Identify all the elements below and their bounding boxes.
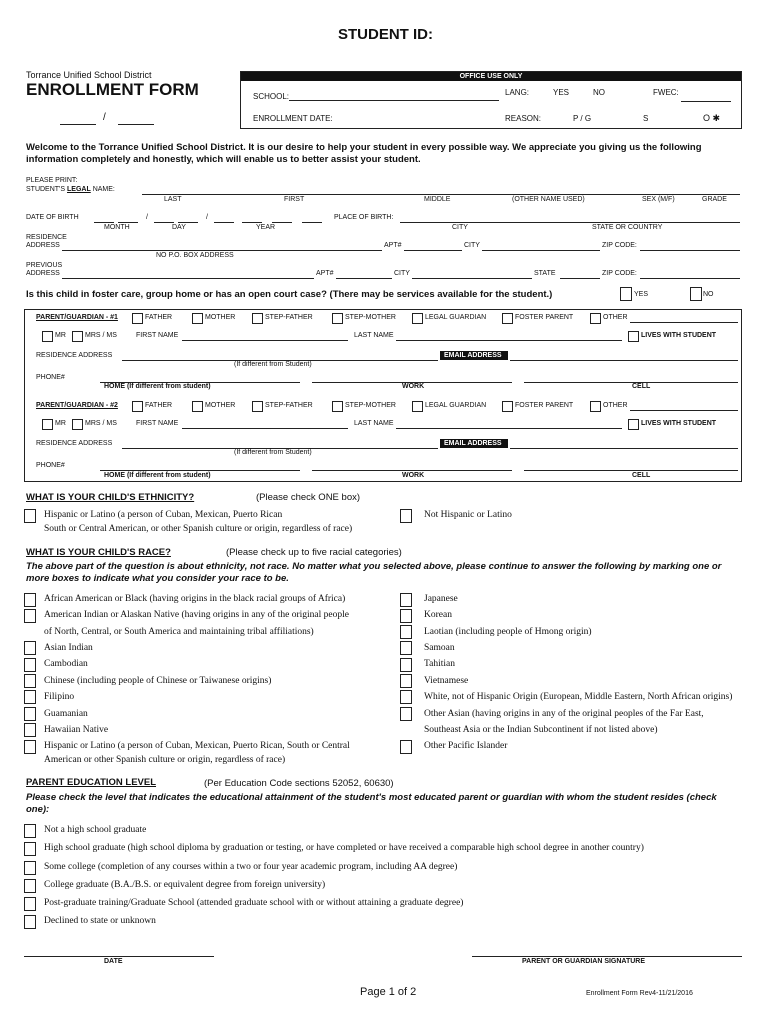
office-no: NO — [593, 88, 605, 97]
col-grade: GRADE — [702, 196, 727, 203]
race-samoan-checkbox[interactable] — [400, 641, 412, 655]
guardian2-mrs-checkbox[interactable] — [72, 419, 83, 430]
guardian2-last-name-label: LAST NAME — [354, 420, 394, 427]
guardian1-email-field[interactable] — [510, 360, 738, 361]
dob-year-1[interactable] — [214, 222, 234, 223]
dob-slash-1: / — [146, 214, 148, 221]
education-option-3-label: Some college (completion of any courses within a two or four year academic program, including AA degree) — [44, 862, 458, 872]
previous-city-label: CITY — [394, 270, 410, 277]
page-number: Page 1 of 2 — [360, 986, 417, 998]
education-option-6-checkbox[interactable] — [24, 915, 36, 929]
guardian2-if-different: (If different from Student) — [234, 449, 312, 456]
dob-year-2[interactable] — [242, 222, 262, 223]
education-option-1-label: Not a high school graduate — [44, 825, 147, 835]
guardian1-email-label: EMAIL ADDRESS — [440, 351, 508, 360]
ethnicity-hint: (Please check ONE box) — [256, 492, 361, 503]
previous-state-label: STATE — [534, 270, 556, 277]
race-tahitian-checkbox[interactable] — [400, 658, 412, 672]
guardian2-work-label: WORK — [402, 472, 425, 479]
place-of-birth-field[interactable] — [400, 222, 740, 223]
ethnicity-title: WHAT IS YOUR CHILD'S ETHNICITY? — [26, 492, 195, 503]
guardian2-last-name-field[interactable] — [396, 428, 622, 429]
guardian1-first-name-field[interactable] — [182, 340, 348, 341]
guardian1-cell-label: CELL — [632, 383, 651, 390]
guardian2-first-name-label: FIRST NAME — [136, 420, 179, 427]
residence-address-label: ADDRESS — [26, 242, 60, 249]
race-white-checkbox[interactable] — [400, 690, 412, 704]
office-s: S — [643, 114, 649, 123]
district-name: Torrance Unified School District — [26, 70, 152, 80]
education-option-5-checkbox[interactable] — [24, 897, 36, 911]
education-option-5-label: Post-graduate training/Graduate School (attended graduate school with or without attaining a graduate degree) — [44, 898, 464, 908]
col-first: FIRST — [284, 196, 305, 203]
race-white-label: White, not of Hispanic Origin (European, Middle Eastern, North African origins) — [424, 692, 733, 702]
guardian1-mr-checkbox[interactable] — [42, 331, 53, 342]
signature-label: PARENT OR GUARDIAN SIGNATURE — [522, 958, 646, 965]
office-use-title: OFFICE USE ONLY — [241, 72, 741, 81]
race-korean-label: Korean — [424, 610, 452, 620]
dob-month-1[interactable] — [94, 222, 114, 223]
office-enrollment-date: ENROLLMENT DATE: — [253, 114, 333, 123]
residence-zip-field[interactable] — [640, 250, 740, 251]
guardian2-mr-label: MR — [55, 420, 66, 427]
ethnicity-hispanic-label-1: Hispanic or Latino (a person of Cuban, Mexican, Puerto Rican — [44, 510, 283, 520]
previous-address-label: ADDRESS — [26, 270, 60, 277]
previous-zip-label: ZIP CODE: — [602, 270, 637, 277]
residence-label: RESIDENCE — [26, 234, 67, 241]
guardian2-mrs-label: MRS / MS — [85, 420, 117, 427]
guardian2-first-name-field[interactable] — [182, 428, 348, 429]
guardian1-work-label: WORK — [402, 383, 425, 390]
residence-zip-label: ZIP CODE: — [602, 242, 637, 249]
race-intro: The above part of the question is about ethnicity, not race. No matter what you selected above, please continue to answer the following by marking one or more boxes to indicate what you consider your race to be. — [26, 561, 722, 584]
guardian2-lives-with-label: LIVES WITH STUDENT — [641, 420, 717, 427]
date-signature-line[interactable] — [24, 956, 214, 957]
pob-state-label: STATE OR COUNTRY — [592, 224, 663, 231]
dob-year-3[interactable] — [272, 222, 292, 223]
guardian2-other-checkbox[interactable] — [590, 401, 601, 412]
guardian2-title: PARENT/GUARDIAN - #2 — [36, 402, 118, 409]
guardian1-legal-checkbox[interactable] — [412, 313, 423, 324]
guardian2-email-label: EMAIL ADDRESS — [440, 439, 508, 448]
guardian1-first-name-label: FIRST NAME — [136, 332, 179, 339]
residence-city-label: CITY — [464, 242, 480, 249]
race-laotian-label: Laotian (including people of Hmong origin) — [424, 627, 592, 637]
race-other-asian-label-2: Southeast Asia or the Indian Subcontinent if not listed above) — [424, 725, 658, 735]
office-lang-label: LANG: — [505, 88, 530, 97]
race-hint: (Please check up to five racial categories) — [226, 547, 402, 558]
education-option-2-label: High school graduate (high school diploma by graduation or testing, or have completed or have received a comparable high school degree in another country) — [44, 843, 644, 853]
foster-question: Is this child in foster care, group home or has an open court case? (There may be services available for the student.) — [26, 289, 553, 300]
race-japanese-checkbox[interactable] — [400, 593, 412, 607]
guardian2-mother-label: MOTHER — [205, 402, 236, 409]
guardian1-mrs-checkbox[interactable] — [72, 331, 83, 342]
residence-apt-field[interactable] — [404, 250, 462, 251]
previous-label: PREVIOUS — [26, 262, 63, 269]
guardian2-home-label: HOME (If different from student) — [104, 472, 211, 479]
office-o: O ✱ — [703, 113, 721, 123]
guardian2-lives-with-checkbox[interactable] — [628, 419, 639, 430]
guardian2-father-label: FATHER — [145, 402, 173, 409]
guardian2-phone-label: PHONE# — [36, 462, 65, 469]
guardian1-stepmother-label: STEP-MOTHER — [345, 314, 396, 321]
foster-yes-label: YES — [634, 291, 649, 298]
previous-city-field[interactable] — [412, 278, 532, 279]
foster-no-label: NO — [703, 291, 714, 298]
col-sex: SEX (M/F) — [642, 196, 675, 203]
guardian1-lives-with-label: LIVES WITH STUDENT — [641, 332, 717, 339]
no-po-box: NO P.O. BOX ADDRESS — [156, 252, 234, 259]
student-id-label: STUDENT ID: — [338, 26, 433, 43]
race-pacific-islander-label: Other Pacific Islander — [424, 741, 508, 751]
guardian1-legal-label: LEGAL GUARDIAN — [425, 314, 487, 321]
col-last: LAST — [164, 196, 182, 203]
race-filipino-label: Filipino — [44, 692, 75, 702]
office-use-box — [240, 71, 742, 129]
ethnicity-not-hispanic-label: Not Hispanic or Latino — [424, 510, 512, 520]
dob-slash-2: / — [206, 214, 208, 221]
race-hawaiian-label: Hawaiian Native — [44, 725, 109, 735]
education-hint: (Per Education Code sections 52052, 60630) — [204, 778, 394, 789]
legal-name-label: STUDENT'S LEGAL NAME: — [26, 186, 115, 193]
education-option-1-checkbox[interactable] — [24, 824, 36, 838]
education-option-2-checkbox[interactable] — [24, 842, 36, 856]
residence-apt-label: APT# — [384, 242, 402, 249]
race-vietnamese-checkbox[interactable] — [400, 674, 412, 688]
dob-month-label: MONTH — [104, 224, 130, 231]
guardian2-stepfather-checkbox[interactable] — [252, 401, 263, 412]
guardian1-last-name-field[interactable] — [396, 340, 622, 341]
guardian1-father-checkbox[interactable] — [132, 313, 143, 324]
guardian1-mother-checkbox[interactable] — [192, 313, 203, 324]
guardian1-stepfather-label: STEP-FATHER — [265, 314, 313, 321]
guardian-signature-line[interactable] — [472, 956, 742, 957]
guardian2-legal-label: LEGAL GUARDIAN — [425, 402, 487, 409]
guardian1-title: PARENT/GUARDIAN - #1 — [36, 314, 118, 321]
race-chinese-checkbox[interactable] — [24, 674, 36, 688]
guardian1-last-name-label: LAST NAME — [354, 332, 394, 339]
date-label: DATE — [104, 958, 123, 965]
guardian1-other-field[interactable] — [630, 322, 738, 323]
race-filipino-checkbox[interactable] — [24, 690, 36, 704]
race-american-indian-checkbox[interactable] — [24, 609, 36, 623]
date-year-line[interactable] — [118, 124, 154, 125]
race-hispanic-label-2: American or other Spanish culture or origin, regardless of race) — [44, 755, 286, 765]
guardian2-other-label: OTHER — [603, 402, 628, 409]
guardian2-stepmother-checkbox[interactable] — [332, 401, 343, 412]
guardian1-other-label: OTHER — [603, 314, 628, 321]
race-korean-checkbox[interactable] — [400, 609, 412, 623]
guardian1-phone-label: PHONE# — [36, 374, 65, 381]
education-option-3-checkbox[interactable] — [24, 861, 36, 875]
office-reason: REASON: — [505, 114, 542, 123]
date-month-line[interactable] — [60, 124, 96, 125]
guardian1-residence-label: RESIDENCE ADDRESS — [36, 352, 113, 359]
guardian1-stepfather-checkbox[interactable] — [252, 313, 263, 324]
guardian1-cell-field[interactable] — [524, 382, 738, 383]
race-asian-indian-label: Asian Indian — [44, 643, 93, 653]
education-option-4-label: College graduate (B.A./B.S. or equivalent degree from foreign university) — [44, 880, 326, 890]
please-print: PLEASE PRINT: — [26, 177, 78, 184]
dob-day-label: DAY — [172, 224, 186, 231]
previous-zip-field[interactable] — [640, 278, 740, 279]
form-title: ENROLLMENT FORM — [26, 80, 199, 99]
guardian2-mother-checkbox[interactable] — [192, 401, 203, 412]
foster-no-checkbox[interactable] — [690, 287, 702, 301]
residence-address-field[interactable] — [62, 250, 382, 251]
race-asian-indian-checkbox[interactable] — [24, 641, 36, 655]
dob-label: DATE OF BIRTH — [26, 214, 79, 221]
guardian1-home-label: HOME (If different from student) — [104, 383, 211, 390]
guardian2-stepmother-label: STEP-MOTHER — [345, 402, 396, 409]
race-african-american-checkbox[interactable] — [24, 593, 36, 607]
guardian1-foster-label: FOSTER PARENT — [515, 314, 574, 321]
office-school-field[interactable] — [289, 100, 499, 101]
race-guamanian-checkbox[interactable] — [24, 707, 36, 721]
previous-address-field[interactable] — [62, 278, 314, 279]
race-hawaiian-checkbox[interactable] — [24, 723, 36, 737]
welcome-text: Welcome to the Torrance Unified School District. It is our desire to help your student in every possible way. We appreciate you giving us the following information completely and honestly, which will enable us to better assist your student. — [26, 142, 702, 165]
guardian2-father-checkbox[interactable] — [132, 401, 143, 412]
legal-name-field[interactable] — [142, 194, 740, 195]
education-option-4-checkbox[interactable] — [24, 879, 36, 893]
dob-year-label: YEAR — [256, 224, 276, 231]
ethnicity-hispanic-checkbox[interactable] — [24, 509, 36, 523]
office-fwec: FWEC: — [653, 88, 679, 97]
office-school-label: SCHOOL: — [253, 92, 290, 101]
race-laotian-checkbox[interactable] — [400, 625, 412, 639]
race-african-american-label: African American or Black (having origins in the black racial groups of Africa) — [44, 594, 346, 604]
race-pacific-islander-checkbox[interactable] — [400, 740, 412, 754]
previous-state-field[interactable] — [560, 278, 600, 279]
guardian2-stepfather-label: STEP-FATHER — [265, 402, 313, 409]
office-fwec-field[interactable] — [681, 101, 731, 102]
pob-city-label: CITY — [452, 224, 468, 231]
education-option-6-label: Declined to state or unknown — [44, 916, 156, 926]
education-title: PARENT EDUCATION LEVEL — [26, 777, 157, 788]
col-other-name: (OTHER NAME USED) — [512, 196, 585, 203]
ethnicity-hispanic-label-2: South or Central American, or other Spanish culture or origin, regardless of race) — [44, 524, 353, 534]
date-slash: / — [103, 112, 106, 123]
dob-year-4[interactable] — [302, 222, 322, 223]
guardian2-cell-label: CELL — [632, 472, 651, 479]
race-american-indian-label-1: American Indian or Alaskan Native (having origins in any of the original people — [44, 610, 349, 620]
race-american-indian-label-2: of North, Central, or South America and maintaining tribal affiliations) — [44, 627, 314, 637]
race-other-asian-checkbox[interactable] — [400, 707, 412, 721]
guardian2-legal-checkbox[interactable] — [412, 401, 423, 412]
foster-yes-checkbox[interactable] — [620, 287, 632, 301]
guardian1-father-label: FATHER — [145, 314, 173, 321]
office-pg: P / G — [573, 114, 592, 123]
guardian2-home-field[interactable] — [100, 470, 300, 471]
previous-apt-field[interactable] — [336, 278, 392, 279]
guardian1-if-different: (If different from Student) — [234, 361, 312, 368]
guardian1-mother-label: MOTHER — [205, 314, 236, 321]
guardian2-foster-label: FOSTER PARENT — [515, 402, 574, 409]
race-other-asian-label-1: Other Asian (having origins in any of the original peoples of the Far East, — [424, 709, 704, 719]
guardian2-other-field[interactable] — [630, 410, 738, 411]
dob-day-1[interactable] — [154, 222, 174, 223]
race-hispanic-checkbox[interactable] — [24, 740, 36, 754]
race-title: WHAT IS YOUR CHILD'S RACE? — [26, 547, 171, 558]
ethnicity-not-hispanic-checkbox[interactable] — [400, 509, 412, 523]
dob-month-2[interactable] — [118, 222, 138, 223]
race-samoan-label: Samoan — [424, 643, 455, 653]
previous-apt-label: APT# — [316, 270, 334, 277]
guardian1-stepmother-checkbox[interactable] — [332, 313, 343, 324]
race-tahitian-label: Tahitian — [424, 659, 455, 669]
guardian2-mr-checkbox[interactable] — [42, 419, 53, 430]
guardian1-lives-with-checkbox[interactable] — [628, 331, 639, 342]
race-japanese-label: Japanese — [424, 594, 458, 604]
guardian2-foster-checkbox[interactable] — [502, 401, 513, 412]
residence-city-field[interactable] — [482, 250, 600, 251]
guardian2-residence-label: RESIDENCE ADDRESS — [36, 440, 113, 447]
guardian2-email-field[interactable] — [510, 448, 738, 449]
place-of-birth-label: PLACE OF BIRTH: — [334, 214, 394, 221]
guardian1-mrs-label: MRS / MS — [85, 332, 117, 339]
race-cambodian-label: Cambodian — [44, 659, 88, 669]
guardian1-foster-checkbox[interactable] — [502, 313, 513, 324]
guardian1-other-checkbox[interactable] — [590, 313, 601, 324]
race-vietnamese-label: Vietnamese — [424, 676, 469, 686]
race-guamanian-label: Guamanian — [44, 709, 88, 719]
race-hispanic-label-1: Hispanic or Latino (a person of Cuban, Mexican, Puerto Rican, South or Central — [44, 741, 350, 751]
race-cambodian-checkbox[interactable] — [24, 658, 36, 672]
education-intro: Please check the level that indicates the educational attainment of the student's most educated parent or guardian with whom the student resides (check one): — [26, 792, 717, 815]
form-revision: Enrollment Form Rev4-11/21/2016 — [586, 990, 693, 997]
dob-day-2[interactable] — [178, 222, 198, 223]
guardian2-cell-field[interactable] — [524, 470, 738, 471]
office-yes: YES — [553, 88, 570, 97]
race-chinese-label: Chinese (including people of Chinese or Taiwanese origins) — [44, 676, 272, 686]
col-middle: MIDDLE — [424, 196, 451, 203]
guardian2-work-field[interactable] — [312, 470, 512, 471]
guardian1-mr-label: MR — [55, 332, 66, 339]
